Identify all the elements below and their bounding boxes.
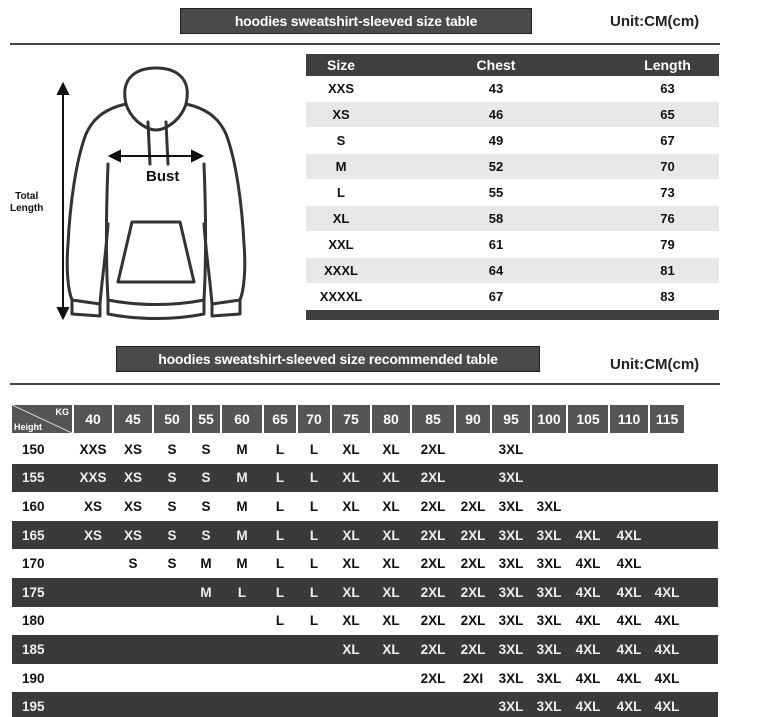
size-cell: M bbox=[335, 159, 347, 174]
size-table-row bbox=[306, 128, 719, 154]
size-cell: XL bbox=[332, 211, 350, 226]
recommended-table bbox=[12, 405, 718, 717]
height-cell: 180 bbox=[22, 613, 45, 629]
size-recommendation-cell: XL bbox=[382, 641, 400, 657]
size-table-row bbox=[306, 284, 719, 310]
size-recommendation-cell: 4XL bbox=[616, 670, 642, 686]
size-recommendation-cell: M bbox=[236, 470, 248, 486]
size-recommendation-cell: XL bbox=[342, 441, 360, 457]
length-cell: 76 bbox=[660, 211, 675, 226]
size-recommendation-cell: 2XL bbox=[420, 556, 446, 572]
chest-cell: 43 bbox=[488, 81, 504, 96]
size-recommendation-cell: XL bbox=[382, 556, 400, 572]
height-cell: 150 bbox=[22, 441, 45, 457]
weight-header-cell: 40 bbox=[74, 405, 112, 433]
size-recommendation-cell: XS bbox=[123, 498, 142, 514]
top-divider bbox=[10, 43, 720, 45]
size-recommendation-cell: L bbox=[275, 498, 285, 514]
size-table-title: hoodies sweatshirt-sleeved size table bbox=[180, 8, 532, 34]
size-table-footer bbox=[306, 310, 719, 320]
size-recommendation-cell: 4XL bbox=[575, 699, 601, 715]
hoodie-diagram bbox=[8, 64, 298, 324]
size-recommendation-cell: S bbox=[167, 498, 177, 514]
height-cell: 190 bbox=[22, 670, 45, 686]
total-length-label: Total Length bbox=[10, 191, 44, 214]
size-recommendation-cell: L bbox=[275, 613, 285, 629]
size-cell: L bbox=[337, 185, 345, 200]
height-cell: 155 bbox=[22, 470, 45, 486]
size-recommendation-cell: 4XL bbox=[616, 699, 642, 715]
size-recommendation-cell: L bbox=[309, 556, 319, 572]
size-recommendation-cell: XS bbox=[123, 441, 142, 457]
chest-cell: 52 bbox=[488, 159, 504, 174]
size-recommendation-cell: 4XL bbox=[616, 584, 642, 600]
size-recommendation-cell: 4XL bbox=[654, 613, 680, 629]
height-cell: 160 bbox=[22, 498, 45, 514]
size-recommendation-cell: 3XL bbox=[498, 470, 524, 486]
size-recommendation-cell: 3XL bbox=[498, 556, 524, 572]
size-recommendation-cell: 3XL bbox=[536, 498, 562, 514]
size-recommendation-cell: 4XL bbox=[575, 584, 601, 600]
size-recommendation-cell: XL bbox=[342, 613, 360, 629]
size-recommendation-cell: 3XL bbox=[498, 584, 524, 600]
chest-cell: 61 bbox=[488, 237, 504, 252]
size-table-body bbox=[306, 76, 719, 310]
length-cell: 65 bbox=[660, 107, 675, 122]
size-recommendation-cell: XL bbox=[382, 527, 400, 543]
size-recommendation-cell: 3XL bbox=[498, 498, 524, 514]
header-size: Size bbox=[326, 57, 355, 73]
weight-header-cell: 105 bbox=[568, 405, 608, 433]
chest-cell: 49 bbox=[488, 133, 504, 148]
size-recommendation-cell: 3XL bbox=[498, 641, 524, 657]
weight-header-cell: 45 bbox=[114, 405, 152, 433]
size-recommendation-cell: S bbox=[167, 556, 177, 572]
weight-header-cell: 85 bbox=[412, 405, 454, 433]
size-recommendation-cell: 2XL bbox=[460, 613, 486, 629]
length-cell: 73 bbox=[660, 185, 675, 200]
size-recommendation-cell: L bbox=[275, 527, 285, 543]
size-recommendation-cell: 3XL bbox=[536, 584, 562, 600]
weight-header-cell: 80 bbox=[372, 405, 410, 433]
size-recommendation-cell: 3XL bbox=[498, 527, 524, 543]
size-recommendation-cell: XL bbox=[382, 470, 400, 486]
size-recommendation-cell: L bbox=[309, 498, 319, 514]
size-recommendation-cell: 4XL bbox=[654, 670, 680, 686]
size-recommendation-cell: XL bbox=[382, 584, 400, 600]
size-recommendation-cell: 2XL bbox=[460, 584, 486, 600]
size-recommendation-cell: XL bbox=[342, 641, 360, 657]
length-cell: 79 bbox=[660, 237, 675, 252]
size-recommendation-cell: L bbox=[275, 556, 285, 572]
weight-header-cell: 90 bbox=[456, 405, 490, 433]
weight-header-cell: 55 bbox=[192, 405, 220, 433]
rec-table-row bbox=[12, 664, 718, 693]
size-cell: XXXL bbox=[324, 263, 358, 278]
size-recommendation-cell: S bbox=[167, 527, 177, 543]
rec-table-header bbox=[12, 405, 718, 433]
size-recommendation-cell: 4XL bbox=[616, 556, 642, 572]
rec-table-row bbox=[12, 578, 718, 607]
size-recommendation-cell: 2XL bbox=[460, 556, 486, 572]
size-recommendation-cell: M bbox=[236, 498, 248, 514]
size-cell: XS bbox=[332, 107, 350, 122]
height-cell: 175 bbox=[22, 584, 45, 600]
rec-table-row bbox=[12, 607, 718, 636]
size-recommendation-cell: 4XL bbox=[616, 641, 642, 657]
size-recommendation-cell: S bbox=[201, 498, 211, 514]
size-table-row bbox=[306, 76, 719, 102]
size-recommendation-cell: 2XL bbox=[420, 470, 446, 486]
chest-cell: 46 bbox=[488, 107, 504, 122]
size-recommendation-cell: 3XL bbox=[536, 670, 562, 686]
header-length: Length bbox=[644, 57, 691, 73]
height-cell: 195 bbox=[22, 699, 45, 715]
size-recommendation-cell: XL bbox=[342, 556, 360, 572]
length-cell: 67 bbox=[660, 133, 675, 148]
rec-table-row bbox=[12, 549, 718, 578]
unit-label: Unit:CM(cm) bbox=[610, 13, 700, 30]
weight-header-cell: 75 bbox=[332, 405, 370, 433]
size-recommendation-cell: 2XL bbox=[460, 498, 486, 514]
size-recommendation-cell: XS bbox=[123, 527, 142, 543]
height-cell: 170 bbox=[22, 556, 45, 572]
size-recommendation-cell: 2XL bbox=[460, 527, 486, 543]
weight-header-cell: 50 bbox=[154, 405, 190, 433]
size-table-row bbox=[306, 102, 719, 128]
size-recommendation-cell: L bbox=[309, 527, 319, 543]
size-recommendation-cell: 2XL bbox=[420, 584, 446, 600]
size-recommendation-cell: S bbox=[128, 556, 138, 572]
size-cell: XXL bbox=[328, 237, 354, 252]
header-chest: Chest bbox=[476, 57, 516, 73]
size-recommendation-cell: XS bbox=[123, 470, 142, 486]
chest-cell: 64 bbox=[488, 263, 504, 278]
size-table-header bbox=[306, 54, 719, 76]
rec-table-row bbox=[12, 635, 718, 664]
size-recommendation-cell: 4XL bbox=[575, 641, 601, 657]
size-recommendation-cell: 3XL bbox=[536, 699, 562, 715]
size-cell: XXS bbox=[327, 81, 354, 96]
size-recommendation-cell: 3XL bbox=[536, 641, 562, 657]
size-recommendation-cell: 4XL bbox=[654, 699, 680, 715]
size-recommendation-cell: L bbox=[237, 584, 247, 600]
weight-header-cell: 95 bbox=[492, 405, 530, 433]
rec-table-row bbox=[12, 521, 718, 550]
chest-cell: 58 bbox=[488, 211, 504, 226]
size-recommendation-cell: 4XL bbox=[616, 613, 642, 629]
rec-table-row bbox=[12, 435, 718, 464]
weight-header-cell: 110 bbox=[610, 405, 648, 433]
size-recommendation-cell: 3XL bbox=[498, 441, 524, 457]
size-recommendation-cell: 3XL bbox=[498, 613, 524, 629]
size-table-row bbox=[306, 258, 719, 284]
rec-unit-label: Unit:CM(cm) bbox=[610, 356, 700, 373]
chest-cell: 67 bbox=[488, 289, 504, 304]
size-recommendation-cell: 2XL bbox=[420, 441, 446, 457]
size-cell: S bbox=[336, 133, 346, 148]
length-cell: 81 bbox=[660, 263, 675, 278]
chest-cell: 55 bbox=[488, 185, 504, 200]
length-cell: 63 bbox=[660, 81, 675, 96]
size-recommendation-cell: M bbox=[200, 584, 212, 600]
size-recommendation-cell: 2XI bbox=[462, 670, 484, 686]
weight-header-cell: 100 bbox=[532, 405, 566, 433]
size-table bbox=[306, 54, 719, 320]
size-recommendation-cell: XL bbox=[342, 527, 360, 543]
weight-header-cell: 65 bbox=[264, 405, 296, 433]
size-table-row bbox=[306, 232, 719, 258]
rec-table-row bbox=[12, 692, 718, 717]
size-table-row bbox=[306, 206, 719, 232]
recommended-table-title: hoodies sweatshirt-sleeved size recommended table bbox=[116, 346, 540, 372]
rec-table-row bbox=[12, 492, 718, 521]
size-recommendation-cell: 4XL bbox=[575, 527, 601, 543]
size-recommendation-cell: M bbox=[200, 556, 212, 572]
size-recommendation-cell: 4XL bbox=[616, 527, 642, 543]
size-recommendation-cell: 2XL bbox=[420, 613, 446, 629]
length-cell: 83 bbox=[660, 289, 675, 304]
mid-divider bbox=[10, 383, 720, 385]
size-recommendation-cell: 3XL bbox=[536, 613, 562, 629]
size-recommendation-cell: 2XL bbox=[420, 641, 446, 657]
size-recommendation-cell: S bbox=[201, 441, 211, 457]
size-recommendation-cell: 2XL bbox=[420, 670, 446, 686]
bust-label: Bust bbox=[146, 168, 180, 185]
size-recommendation-cell: 4XL bbox=[575, 556, 601, 572]
size-recommendation-cell: L bbox=[309, 441, 319, 457]
size-recommendation-cell: M bbox=[236, 556, 248, 572]
size-recommendation-cell: M bbox=[236, 441, 248, 457]
size-recommendation-cell: S bbox=[201, 527, 211, 543]
size-recommendation-cell: 3XL bbox=[498, 699, 524, 715]
size-recommendation-cell: L bbox=[309, 584, 319, 600]
size-recommendation-cell: 3XL bbox=[498, 670, 524, 686]
size-recommendation-cell: XL bbox=[382, 498, 400, 514]
rec-corner-cell bbox=[12, 405, 72, 433]
length-cell: 70 bbox=[660, 159, 675, 174]
size-recommendation-cell: 4XL bbox=[654, 584, 680, 600]
rec-table-body bbox=[12, 435, 718, 717]
size-recommendation-cell: S bbox=[167, 441, 177, 457]
size-recommendation-cell: XXS bbox=[79, 441, 107, 457]
size-recommendation-cell: 2XL bbox=[460, 641, 486, 657]
size-recommendation-cell: L bbox=[309, 470, 319, 486]
size-recommendation-cell: 4XL bbox=[654, 641, 680, 657]
size-recommendation-cell: S bbox=[167, 470, 177, 486]
height-cell: 165 bbox=[22, 527, 45, 543]
size-recommendation-cell: XL bbox=[382, 441, 400, 457]
size-recommendation-cell: XS bbox=[83, 498, 102, 514]
size-recommendation-cell: S bbox=[201, 470, 211, 486]
size-table-row bbox=[306, 180, 719, 206]
corner-kg-label: KG bbox=[55, 407, 69, 417]
size-recommendation-cell: 2XL bbox=[420, 498, 446, 514]
size-recommendation-cell: 4XL bbox=[575, 670, 601, 686]
size-recommendation-cell: XL bbox=[382, 613, 400, 629]
size-recommendation-cell: M bbox=[236, 527, 248, 543]
size-recommendation-cell: L bbox=[275, 584, 285, 600]
size-recommendation-cell: 4XL bbox=[575, 613, 601, 629]
rec-table-row bbox=[12, 464, 718, 493]
size-recommendation-cell: 3XL bbox=[536, 527, 562, 543]
size-recommendation-cell: XL bbox=[342, 584, 360, 600]
size-recommendation-cell: XS bbox=[83, 527, 102, 543]
size-recommendation-cell: L bbox=[275, 470, 285, 486]
size-recommendation-cell: XL bbox=[342, 470, 360, 486]
corner-height-label: Height bbox=[14, 422, 42, 432]
size-recommendation-cell: 2XL bbox=[420, 527, 446, 543]
size-cell: XXXXL bbox=[319, 289, 363, 304]
size-recommendation-cell: L bbox=[309, 613, 319, 629]
size-recommendation-cell: XXS bbox=[79, 470, 107, 486]
size-table-row bbox=[306, 154, 719, 180]
size-recommendation-cell: XL bbox=[342, 498, 360, 514]
weight-header-cell: 70 bbox=[298, 405, 330, 433]
size-recommendation-cell: L bbox=[275, 441, 285, 457]
height-cell: 185 bbox=[22, 641, 45, 657]
weight-header-cell: 60 bbox=[222, 405, 262, 433]
weight-header-cell: 115 bbox=[650, 405, 684, 433]
size-recommendation-cell: 3XL bbox=[536, 556, 562, 572]
